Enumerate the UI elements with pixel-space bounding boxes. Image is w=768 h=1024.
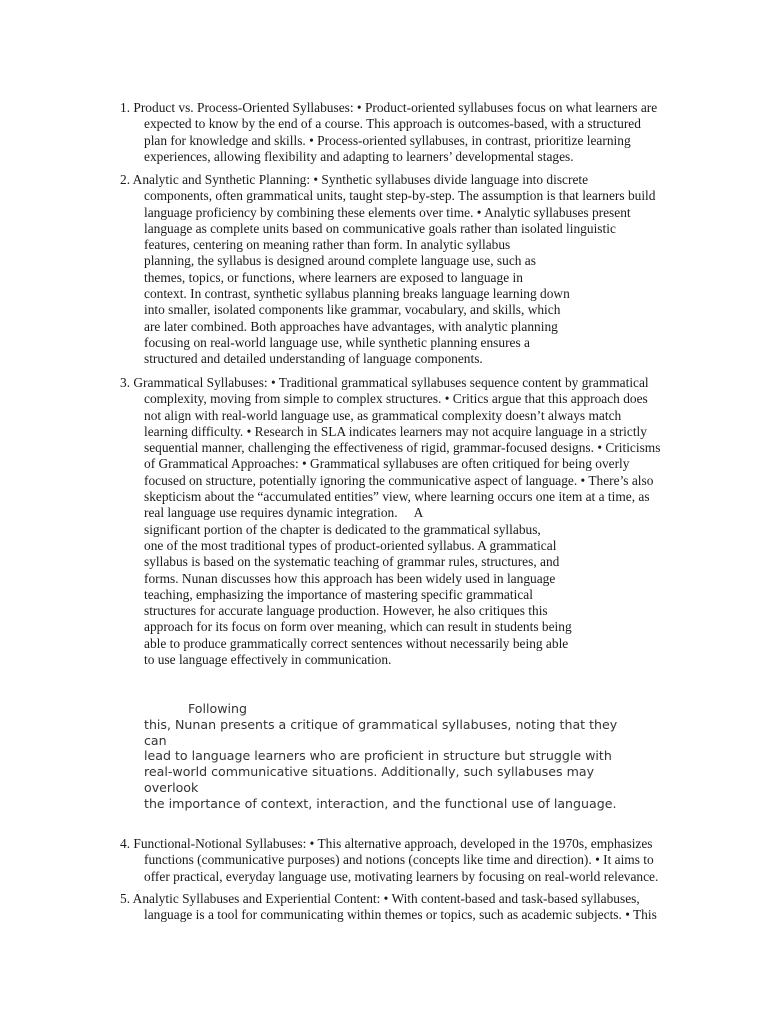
- text-line: syllabus is based on the systematic teaching of grammar rules, structures, and: [144, 554, 560, 570]
- text-line: 5. Analytic Syllabuses and Experiential Content: • With content-based and task-based syllabuses,: [120, 891, 640, 906]
- text-line: context. In contrast, synthetic syllabus planning breaks language learning down: [144, 286, 570, 302]
- text-line: the importance of context, interaction, and the functional use of language.: [144, 795, 617, 811]
- text-line: structures for accurate language production. However, he also critiques this: [144, 603, 548, 619]
- text-line: themes, topics, or functions, where learners are exposed to language in: [144, 269, 523, 285]
- text-line: components, often grammatical units, taught step-by-step. The assumption is that learners build: [144, 188, 656, 204]
- list-item-analytic-synthetic: [120, 172, 680, 368]
- text-line: Following: [188, 701, 247, 716]
- text-line: skepticism about the “accumulated entities” view, where learning occurs one item at a time, as: [144, 489, 650, 505]
- list-item-functional-notional: [120, 836, 680, 885]
- text-line: into smaller, isolated components like grammar, vocabulary, and skills, which: [144, 302, 561, 318]
- text-line: planning, the syllabus is designed around complete language use, such as: [144, 253, 536, 269]
- text-line: are later combined. Both approaches have advantages, with analytic planning: [144, 318, 558, 334]
- text-line: sequential manner, challenging the effectiveness of rigid, grammar-focused designs. • Criticisms: [144, 440, 661, 456]
- text-line: focused on structure, potentially ignoring the communicative aspect of language. • There’s also: [144, 472, 654, 488]
- text-line: this, Nunan presents a critique of grammatical syllabuses, noting that they: [144, 716, 618, 732]
- text-line: able to produce grammatically correct sentences without necessarily being able: [144, 635, 569, 651]
- text-line: of Grammatical Approaches: • Grammatical syllabuses are often critiqued for being overly: [144, 456, 630, 472]
- list-item-product-process: [120, 100, 680, 165]
- text-line: language proficiency by combining these elements over time. • Analytic syllabuses present: [144, 204, 631, 220]
- text-line: 2. Analytic and Synthetic Planning: • Synthetic syllabuses divide language into discrete: [120, 172, 589, 187]
- text-line: not align with real-world language use, as grammatical complexity doesn’t always match: [144, 407, 622, 423]
- text-line: significant portion of the chapter is dedicated to the grammatical syllabus,: [144, 521, 541, 537]
- text-line: 1. Product vs. Process-Oriented Syllabuses: • Product-oriented syllabuses focus on what learners are: [120, 100, 658, 115]
- following-paragraph: [144, 701, 684, 812]
- text-line: one of the most traditional types of product-oriented syllabus. A grammatical: [144, 537, 557, 553]
- text-line: lead to language learners who are proficient in structure but struggle with: [144, 748, 612, 764]
- text-line: overlook: [144, 779, 199, 795]
- text-line: structured and detailed understanding of language components.: [144, 351, 483, 367]
- text-line: learning difficulty. • Research in SLA indicates learners may not acquire language in a strictly: [144, 423, 647, 439]
- list-item-analytic-experiential: [120, 891, 680, 924]
- list-item-grammatical: [120, 375, 680, 668]
- text-line: teaching, emphasizing the importance of mastering specific grammatical: [144, 586, 533, 602]
- text-line: real-world communicative situations. Additionally, such syllabuses may: [144, 764, 595, 780]
- text-line: functions (communicative purposes) and notions (concepts like time and direction). • It aims to: [144, 852, 654, 868]
- text-line: forms. Nunan discusses how this approach has been widely used in language: [144, 570, 556, 586]
- text-line: 3. Grammatical Syllabuses: • Traditional grammatical syllabuses sequence content by grammatical: [120, 375, 649, 390]
- text-line: can: [144, 732, 167, 748]
- text-line: language as complete units based on communicative goals rather than isolated linguistic: [144, 220, 616, 236]
- text-line: real language use requires dynamic integration. A: [144, 505, 424, 521]
- text-line: to use language effectively in communication.: [144, 652, 392, 668]
- text-line: focusing on real-world language use, while synthetic planning ensures a: [144, 334, 530, 350]
- text-line: expected to know by the end of a course. This approach is outcomes-based, with a structured: [144, 116, 641, 132]
- text-line: 4. Functional-Notional Syllabuses: • This alternative approach, developed in the 1970s, emphasizes: [120, 836, 653, 851]
- text-line: features, centering on meaning rather than form. In analytic syllabus: [144, 237, 511, 253]
- text-line: offer practical, everyday language use, motivating learners by focusing on real-world relevance.: [144, 868, 659, 884]
- text-line: plan for knowledge and skills. • Process-oriented syllabuses, in contrast, prioritize learning: [144, 132, 631, 148]
- text-line: approach for its focus on form over meaning, which can result in students being: [144, 619, 572, 635]
- text-line: experiences, allowing flexibility and adapting to learners’ developmental stages.: [144, 148, 574, 164]
- text-line: complexity, moving from simple to complex structures. • Critics argue that this approach does: [144, 391, 648, 407]
- text-line: language is a tool for communicating within themes or topics, such as academic subjects. • This: [144, 907, 657, 923]
